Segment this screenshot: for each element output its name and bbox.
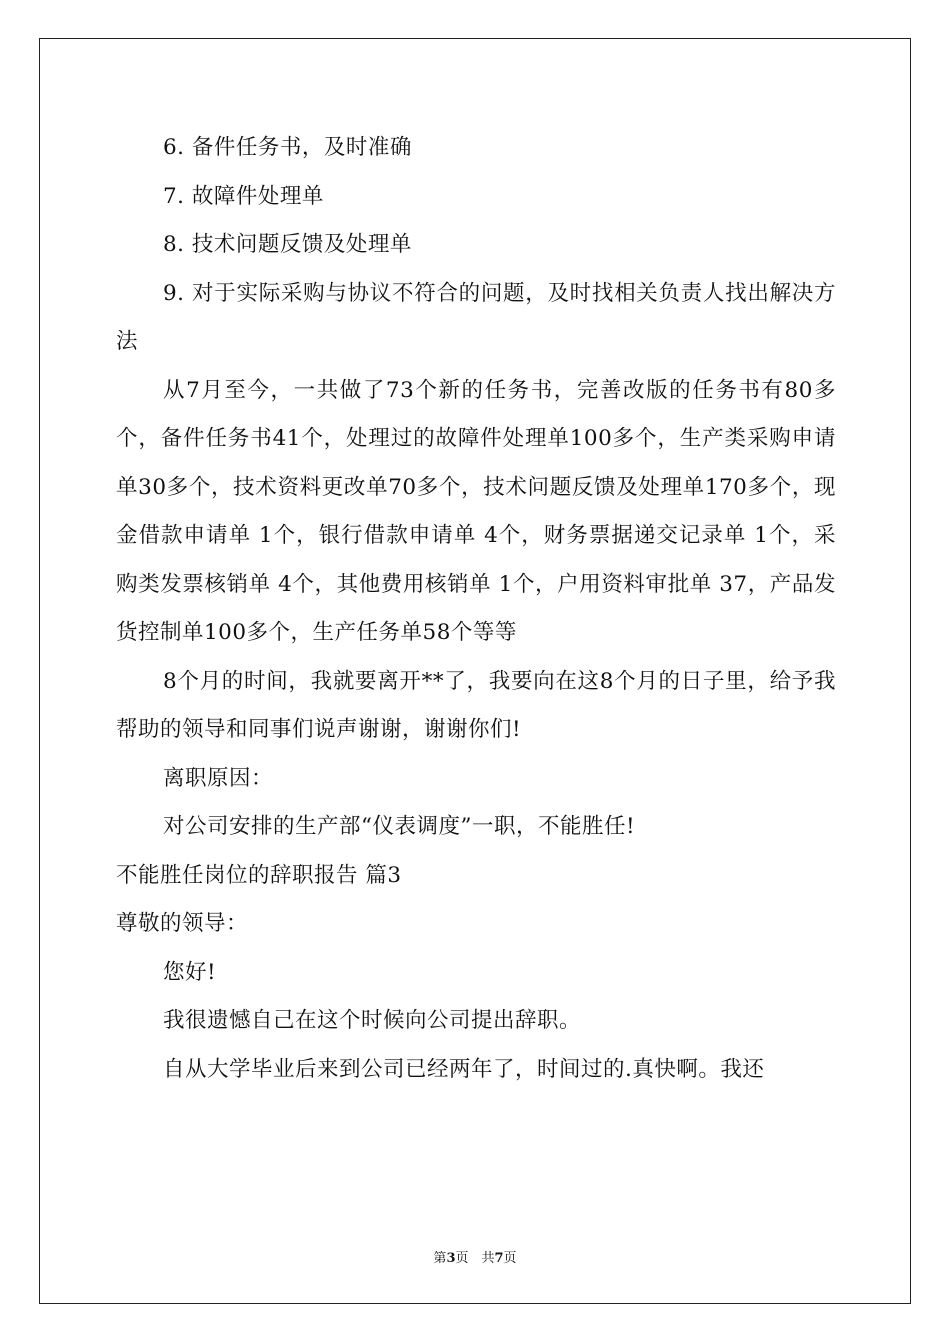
footer-suffix: 页: [503, 1251, 517, 1266]
footer-mid: 页 共: [455, 1251, 495, 1266]
greeting: 您好!: [163, 959, 217, 985]
resignation-statement: 我很遗憾自己在这个时候向公司提出辞职。: [163, 1008, 582, 1033]
closing-paragraph: 自从大学毕业后来到公司已经两年了，时间过的.真快啊。我还: [163, 1056, 765, 1082]
salutation: 尊敬的领导：: [116, 911, 249, 936]
work-summary-paragraph: 从7月至今，一共做了73个新的任务书，完善改版的任务书有80多个，备件任务书41个，处理过的故障件处理单100多个，生产类采购申请单30多个，技术资料更改单70多个，技术问题反馈及处理单170多个，现金借款申请单 1个，银行借款申请单 4个，财务票据递交记录单 1个，采购类发票核销单 4个，其他费用核销单 1个，户用资料审批单 37，产品发货控制单100多个，生产任务单58个等等: [116, 377, 836, 645]
footer-page-number: 3: [446, 1251, 456, 1266]
list-item-9: 9. 对于实际采购与协议不符合的问题，及时找相关负责人找出解决方法: [116, 280, 836, 354]
list-item-6: 6. 备件任务书，及时准确: [163, 135, 412, 160]
page-footer: [0, 1247, 950, 1266]
list-item-8: 8. 技术问题反馈及处理单: [163, 232, 412, 257]
footer-prefix: 第: [433, 1251, 447, 1266]
list-item-7: 7. 故障件处理单: [163, 183, 324, 209]
section-title: 不能胜任岗位的辞职报告 篇3: [116, 862, 402, 888]
reason-paragraph: 对公司安排的生产部“仪表调度”一职，不能胜任!: [163, 814, 636, 839]
footer-total-pages: 7: [494, 1251, 504, 1266]
reason-heading: 离职原因：: [163, 765, 274, 791]
thanks-paragraph: 8个月的时间，我就要离开**了，我要向在这8个月的日子里，给予我帮助的领导和同事们说声谢谢，谢谢你们!: [116, 668, 836, 742]
document-body: [116, 124, 836, 1094]
